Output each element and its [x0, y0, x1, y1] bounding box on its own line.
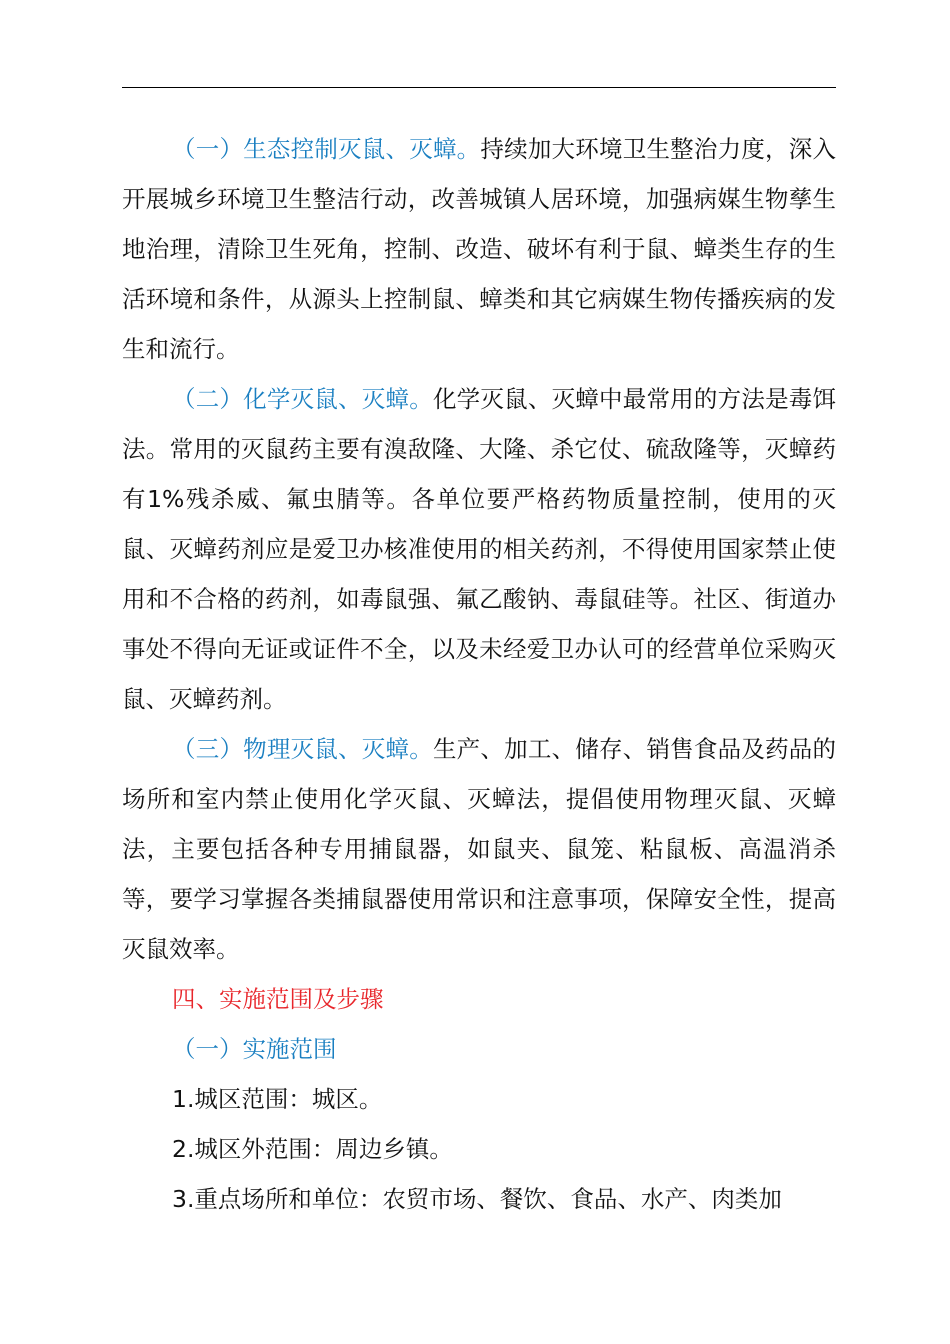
paragraph-chemical-control [122, 374, 836, 724]
header-rule [122, 87, 836, 88]
paragraph-lead-heading: （一）生态控制灭鼠、灭蟑。 [172, 135, 481, 163]
paragraph-lead-heading: （二）化学灭鼠、灭蟑。 [172, 385, 433, 413]
document-body [122, 124, 836, 1224]
paragraph-text: 生产、加工、储存、销售食品及药品的场所和室内禁止使用化学灭鼠、灭蟑法，提倡使用物理灭鼠、灭蟑法，主要包括各种专用捕鼠器，如鼠夹、鼠笼、粘鼠板、高温消杀等，要学习掌握各类捕鼠器使用常识和注意事项，保障安全性，提高灭鼠效率。 [122, 735, 837, 963]
paragraph-lead-heading: （三）物理灭鼠、灭蟑。 [172, 735, 433, 763]
paragraph-text: 持续加大环境卫生整治力度，深入开展城乡环境卫生整洁行动，改善城镇人居环境，加强病媒生物孳生地治理，清除卫生死角，控制、改造、破坏有利于鼠、蟑类生存的生活环境和条件，从源头上控制鼠、蟑类和其它病媒生物传播疾病的发生和流行。 [122, 135, 837, 363]
list-item: 3.重点场所和单位：农贸市场、餐饮、食品、水产、肉类加 [172, 1185, 782, 1213]
sub-heading: （一）实施范围 [172, 1035, 337, 1063]
list-item: 2.城区外范围：周边乡镇。 [172, 1135, 453, 1163]
section-heading: 四、实施范围及步骤 [172, 985, 384, 1013]
paragraph-ecological-control [122, 124, 836, 374]
paragraph-physical-control [122, 724, 836, 974]
list-item: 1.城区范围：城区。 [172, 1085, 383, 1113]
paragraph-text: 化学灭鼠、灭蟑中最常用的方法是毒饵法。常用的灭鼠药主要有溴敌隆、大隆、杀它仗、硫敌隆等，灭蟑药有1%残杀威、氟虫腈等。各单位要严格药物质量控制，使用的灭鼠、灭蟑药剂应是爱卫办核准使用的相关药剂，不得使用国家禁止使用和不合格的药剂，如毒鼠强、氟乙酸钠、毒鼠硅等。社区、街道办事处不得向无证或证件不全，以及未经爱卫办认可的经营单位采购灭鼠、灭蟑药剂。 [122, 385, 837, 713]
